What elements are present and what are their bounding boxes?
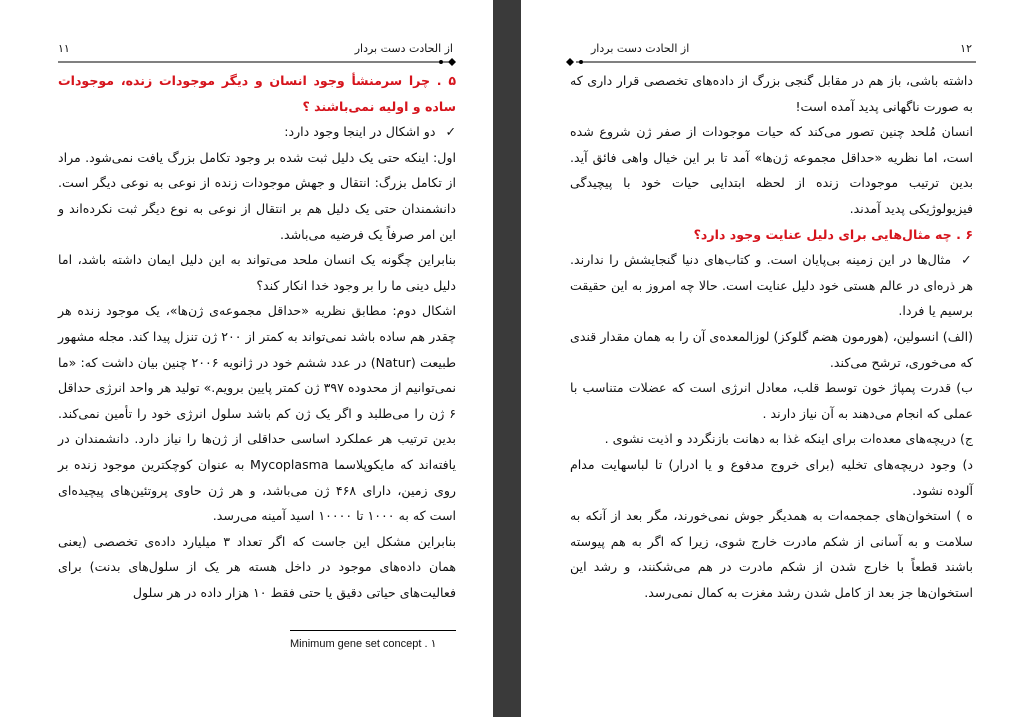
right-page bbox=[521, 0, 1024, 717]
running-title: از الحادت دست بردار bbox=[354, 42, 453, 55]
section-heading: ۵ . چرا سرمنشأ وجود انسان و دیگر موجودات زنده، موجودات ساده و اولیه نمی‌باشند ؟ bbox=[58, 73, 456, 114]
header-ornament bbox=[58, 57, 458, 67]
header-ornament bbox=[566, 57, 976, 67]
checkmark-icon: ✓ bbox=[961, 252, 973, 268]
paragraph: ه ) استخوان‌های جمجمه‌ات به همدیگر جوش نمی‌خورند، مگر بعد از آنکه به سلامت و به آسانی از شکم مادرت خارج شوی، زیرا که اگر به هم پیوسته باشند قطعاً با خارج شدن از شکم مادرت در هم می‌شکنند، و رشد این استخوان‌ها جز بعد از کامل شدن رشد مغزت به کمال نمی‌رسد. bbox=[570, 508, 973, 600]
book-gutter bbox=[493, 0, 521, 717]
right-page-body bbox=[570, 68, 973, 605]
left-page-body bbox=[58, 68, 456, 605]
section-heading: ۶ . چه مثال‌هایی برای دلیل عنایت وجود دارد؟ bbox=[693, 226, 973, 242]
paragraph: اول: اینکه حتی یک دلیل ثبت شده بر وجود تکامل بزرگ یافت نمی‌شود. مراد از تکامل بزرگ: انتقال و جهش موجودات زنده از نوعی به نوعی دیگر است. دانشمندان حتی یک دلیل هم بر انتقال از نوعی به نوع دیگر ثبت نکرده‌اند و این امر صرفاً یک فرضیه می‌باشد. bbox=[58, 149, 456, 242]
paragraph: ✓دو اشکال در اینجا وجود دارد: bbox=[284, 124, 456, 140]
footnote-rule bbox=[290, 630, 456, 631]
checkmark-icon: ✓ bbox=[445, 124, 456, 140]
paragraph: ب) قدرت پمپاژ خون توسط قلب، معادل انرژی است که عضلات متناسب با عملی که انجام می‌دهند به آن نیاز دارند . bbox=[570, 380, 973, 421]
running-title: از الحادت دست بردار bbox=[591, 42, 690, 55]
paragraph: داشته باشی، باز هم در مقابل گنجی بزرگ از داده‌های تخصصی قرار داری که به صورت ناگهانی پدید آمده است! bbox=[570, 73, 973, 114]
paragraph: بنابراین چگونه یک انسان ملحد می‌تواند به این دلیل ایمان داشته باشد، اما دلیل دینی ما را بر وجود خدا انکار کند؟ bbox=[58, 252, 456, 293]
paragraph: ج) دریچه‌های معده‌ات برای اینکه غذا به دهانت بازنگردد و اذیت نشوی . bbox=[604, 431, 973, 447]
footnote: Minimum gene set concept . ۱ bbox=[290, 638, 437, 650]
paragraph: بنابراین مشکل این جاست که اگر تعداد ۳ میلیارد داده‌ی تخصصی (یعنی همان داده‌های موجود در داخل هسته هر یک از سلول‌های بدنت) برای فعالیت‌های حیاتی دقیق یا حتی فقط ۱۰ هزار داده در هر سلول bbox=[58, 533, 456, 600]
paragraph: انسان مُلحد چنین تصور می‌کند که حیات موجودات از صفر ژن شروع شده است، اما نظریه «حداقل مجموعه ژن‌ها» آمد تا بر این خیال واهی فائق آید. بدین ترتیب موجودات زنده از لحظه ابتدایی حیات خود با پیچیدگی فیزیولوژیکی پدید آمدند. bbox=[570, 124, 973, 216]
page-number: ۱۱ bbox=[58, 42, 70, 55]
running-head bbox=[591, 42, 972, 56]
paragraph: اشکال دوم: مطابق نظریه «حداقل مجموعه‌ی ژن‌ها»، یک موجود زنده هر چقدر هم ساده باشد نمی‌تواند به کمتر از ۲۰۰ ژن تنزل پیدا کند. مجله مشهور طبیعت (Natur) در عدد ششم خود در ژانویه ۲۰۰۶ چنین بیان داشت که: «ما نمی‌توانیم از محدوده ۳۹۷ ژن کمتر پایین برویم.» تولید هر واحد انرژی حداقل ۶ ژن را می‌طلبد و اگر یک ژن کم باشد سلول انرژی خود را تأمین نمی‌کند. بدین ترتیب هر عملکرد اساسی حداقلی از ژن‌ها را نیاز دارد. دانشمندان در یافته‌اند که مایکوپلاسما Mycoplasma به عنوان کوچکترین موجود زنده بر روی زمین، دارای ۴۶۸ ژن می‌باشد، و هر ژن حاوی پروتئین‌های پیچیده‌ای است که به ۱۰۰۰ تا ۱۰۰۰۰ اسید آمینه می‌رسد. bbox=[58, 303, 457, 524]
paragraph: ✓مثال‌ها در این زمینه بی‌پایان است. و کتاب‌های دنیا گنجایشش را ندارند. هر ذره‌ای در عالم هستی خود دلیل عنایت است. حالا چه امروز به این حقیقت برسیم یا فردا. bbox=[570, 252, 973, 319]
page-number: ۱۲ bbox=[960, 42, 972, 55]
paragraph: د) وجود دریچه‌های تخلیه (برای خروج مدفوع و یا ادرار) تا لباسهایت مدام آلوده نشود. bbox=[570, 456, 973, 498]
left-page bbox=[0, 0, 493, 717]
running-head bbox=[58, 42, 453, 56]
paragraph: (الف) انسولین، (هورمون هضم گلوکز) لوزالمعده‌ی آن را به همان مقدار قندی که می‌خوری، ترشح می‌کند. bbox=[570, 328, 973, 370]
